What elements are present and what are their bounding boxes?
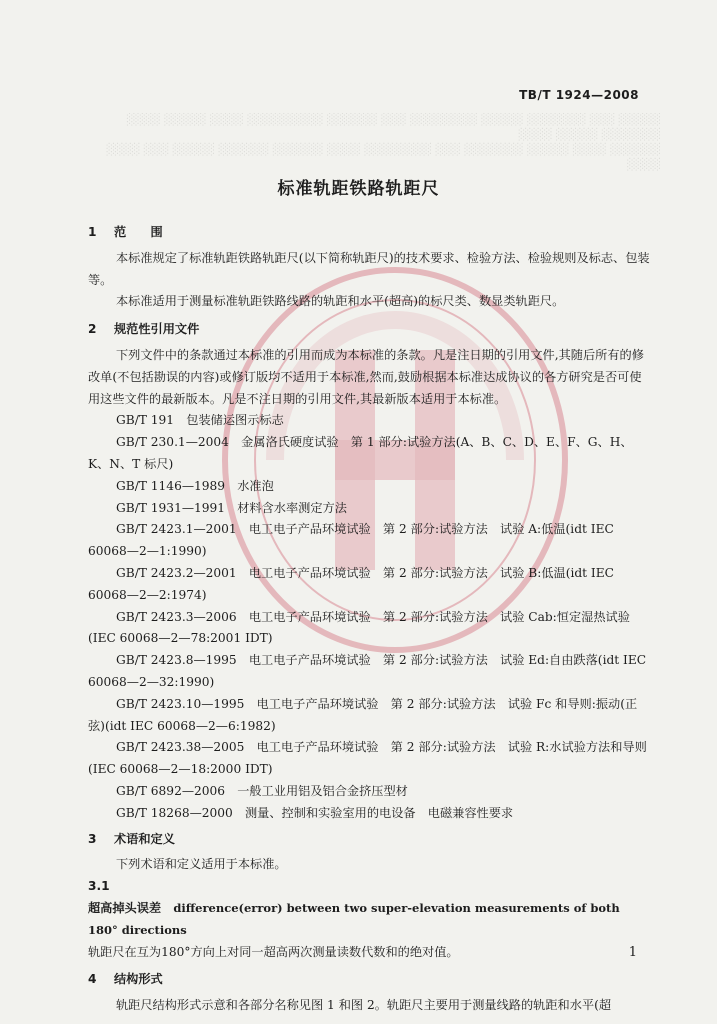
section-number: 2 [88, 322, 97, 337]
document-title: 标准轨距铁路轨距尺 [277, 179, 440, 199]
section-title: 规范性引用文件 [114, 322, 200, 337]
document-body [88, 218, 652, 1017]
standard-code: TB/T 1924—2008 [519, 88, 639, 102]
section-2-heading [88, 319, 652, 341]
term-entry [88, 898, 652, 942]
term-number: 3.1 [88, 879, 110, 894]
reference-item: GB/T 1931—1991 材料含水率测定方法 [116, 500, 347, 515]
paragraph: 本标准规定了标准轨距铁路轨距尺(以下简称轨距尺)的技术要求、检验方法、检验规则及标志、包装等。 [88, 250, 650, 287]
section-number: 1 [88, 225, 97, 239]
reference-item: GB/T 2423.38—2005 电工电子产品环境试验 第 2 部分:试验方法 试验 R:水试验方法和导则(IEC 60068—2—18:2000 IDT) [88, 740, 647, 777]
reference-item: GB/T 2423.2—2001 电工电子产品环境试验 第 2 部分:试验方法 试验 B:低温(idt IEC 60068—2—2:1974) [88, 565, 614, 602]
section-title: 结构形式 [114, 972, 163, 987]
reference-item: GB/T 2423.8—1995 电工电子产品环境试验 第 2 部分:试验方法 试验 Ed:自由跌落(idt IEC 60068—2—32:1990) [88, 653, 647, 689]
reference-item: GB/T 2423.10—1995 电工电子产品环境试验 第 2 部分:试验方法 试验 Fc 和导则:振动(正弦)(idt IEC 60068—2—6:1982) [88, 696, 638, 733]
term-chinese: 超高掉头误差 [88, 900, 162, 915]
term-english: difference(error) between two super-elevation measurements of both 180° directions [88, 900, 620, 937]
bleed-through-texture: ░░░░░ ░░░ ░░░░░░░ ░░░░░ ░░░░░░░░ ░░░ ░░░░░░ ░░░░░░░░░ ░░░░ ░░░░░ ░░░░ ░░░░░░░ ░░░░░ ░░░░ ░░░░░░ ░░░░ ░░░░░ ░░░░░░░ ░░░ ░░░░░░░░ ░░░░ ░░░░░░ ░░░░░░ ░░░░░ ░░░ ░░░░ ░░░░ [105, 113, 660, 171]
paragraph: 下列术语和定义适用于本标准。 [116, 857, 287, 872]
reference-item: GB/T 230.1—2004 金属洛氏硬度试验 第 1 部分:试验方法(A、B、C、D、E、F、G、H、K、N、T 标尺) [88, 435, 633, 471]
section-3-heading [88, 829, 652, 851]
section-number: 4 [88, 972, 97, 987]
reference-item: GB/T 1146—1989 水准泡 [116, 478, 274, 493]
section-4-heading [88, 969, 652, 991]
reference-item: GB/T 191 包装储运图示标志 [116, 413, 284, 428]
reference-item: GB/T 2423.1—2001 电工电子产品环境试验 第 2 部分:试验方法 试验 A:低温(idt IEC 60068—2—1:1990) [88, 522, 614, 559]
reference-item: GB/T 18268—2000 测量、控制和实验室用的电设备 电磁兼容性要求 [116, 805, 514, 820]
term-definition: 轨距尺在互为180°方向上对同一超高两次测量读数代数和的绝对值。 [88, 944, 459, 959]
section-title: 术语和定义 [114, 831, 175, 846]
page-number: 1 [628, 945, 637, 960]
paragraph: 下列文件中的条款通过本标准的引用而成为本标准的条款。凡是注日期的引用文件,其随后所有的修改单(不包括勘误的内容)或修订版均不适用于本标准,然而,鼓励根据本标准达成协议的各方研究是否可使用这些文件的最新版本。凡是不注日期的引用文件,其最新版本适用于本标准。 [88, 347, 644, 406]
paragraph: 轨距尺结构形式示意和各部分名称见图 1 和图 2。轨距尺主要用于测量线路的轨距和水平(超 [116, 998, 612, 1013]
section-number: 3 [88, 831, 97, 846]
reference-item: GB/T 2423.3—2006 电工电子产品环境试验 第 2 部分:试验方法 试验 Cab:恒定湿热试验(IEC 60068—2—78:2001 IDT) [88, 609, 630, 646]
section-title: 范 围 [114, 225, 163, 239]
section-1-heading [88, 222, 652, 244]
reference-item: GB/T 6892—2006 一般工业用铝及铝合金挤压型材 [116, 783, 408, 798]
paragraph: 本标准适用于测量标准轨距铁路线路的轨距和水平(超高)的标尺类、数显类轨距尺。 [116, 294, 565, 309]
